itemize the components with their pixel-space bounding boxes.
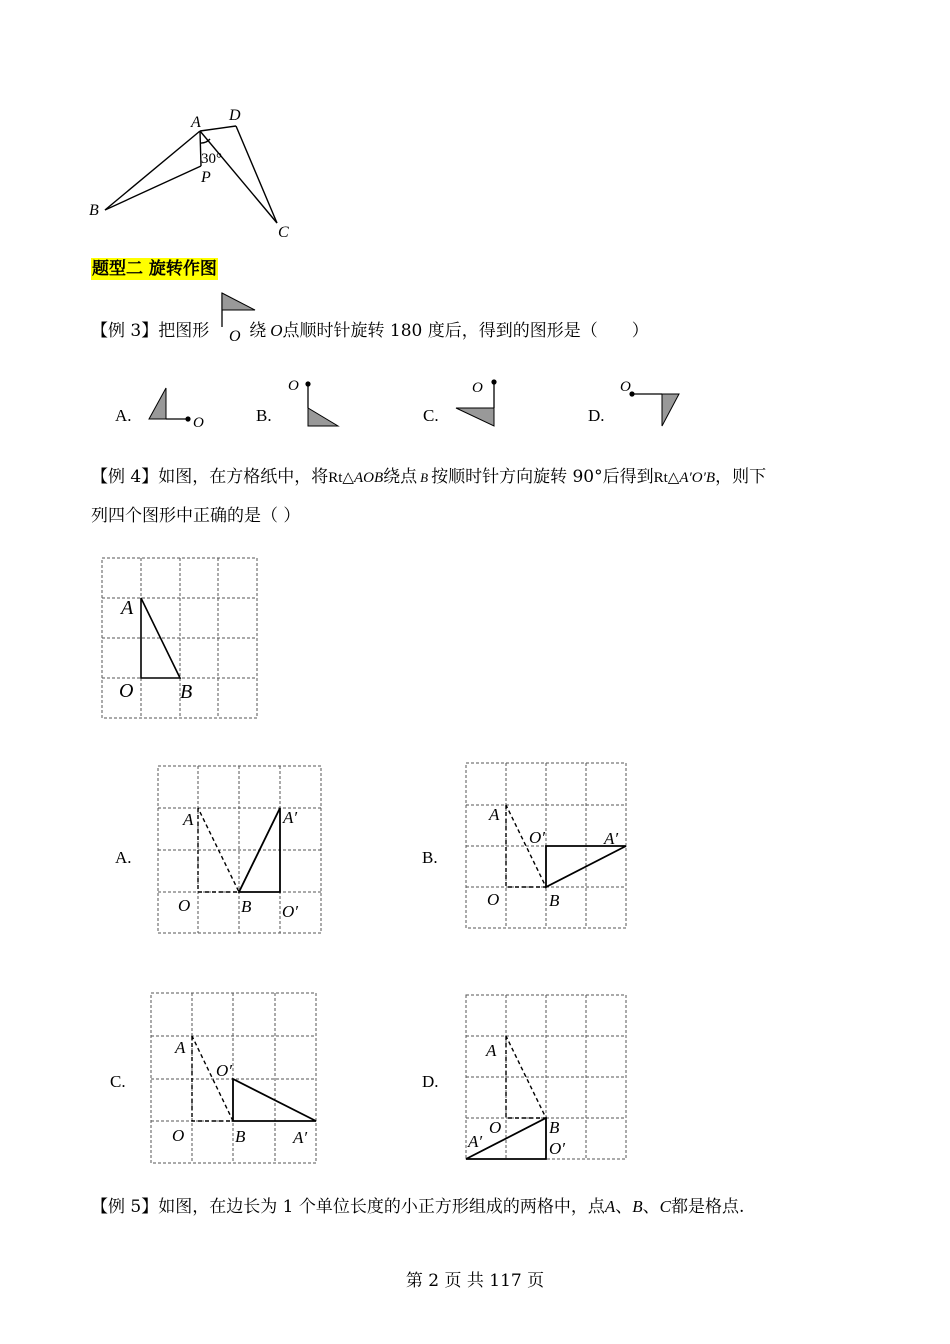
ex4-option-a-letter: A. <box>115 848 132 867</box>
main-label-a: A <box>121 597 134 619</box>
angle-arc <box>201 139 211 143</box>
opt-a-label-a-prime: A′ <box>283 808 298 827</box>
ex4-point-b: B <box>420 470 429 485</box>
ex4-rt2: Rt△ <box>653 470 680 486</box>
opt-b-label-a: A <box>489 805 500 824</box>
opt-c-label-o-prime: O′ <box>216 1061 232 1080</box>
opt-b-label-a-prime: A′ <box>604 829 619 848</box>
ex4-option-d-grid <box>0 985 950 1185</box>
ex3-option-b-figure <box>288 378 338 426</box>
opt-d-label-a-prime: A′ <box>468 1132 483 1151</box>
example4-line2: 列四个图形中正确的是（ ） <box>91 506 301 526</box>
angle-label: 30° <box>201 151 222 167</box>
geometry-figure-top <box>0 0 950 250</box>
ex5-sep-2: 、 <box>642 1197 660 1217</box>
ex5-text-1: 【例 5】如图，在边长为 1 个单位长度的小正方形组成的两格中，点 <box>91 1197 605 1217</box>
example4-main-grid <box>0 550 950 750</box>
ex5-point-c: C <box>659 1197 671 1216</box>
ex4-text-2: 绕点 <box>383 467 418 487</box>
inline-flag-label: O <box>229 328 241 345</box>
label-d: D <box>229 107 241 124</box>
ex4-tri1: AOB <box>353 470 384 486</box>
example3-inline-flag <box>0 290 950 350</box>
ex3-d-label: O <box>620 379 631 395</box>
segment-ad <box>200 126 236 131</box>
ex3-option-c-figure <box>456 379 497 426</box>
example3-options-figures <box>0 370 950 450</box>
ex5-text-2: 都是格点. <box>670 1197 745 1217</box>
ex5-point-a: A <box>604 1197 616 1216</box>
main-label-o: O <box>119 680 134 702</box>
example3-prefix: 【例 3】把图形 <box>91 321 210 341</box>
ex5-point-b: B <box>632 1197 643 1216</box>
label-a: A <box>191 114 201 131</box>
opt-a-label-o: O <box>178 896 191 915</box>
opt-c-label-a-prime: A′ <box>293 1128 308 1147</box>
ex4-tri2: A′O′B <box>679 470 716 486</box>
example3-point-o: O <box>270 321 283 340</box>
opt-d-label-b: B <box>549 1118 560 1137</box>
opt-b-label-o: O <box>487 890 500 909</box>
opt-d-label-o-prime: O′ <box>549 1139 565 1158</box>
label-b: B <box>89 202 99 219</box>
opt-c-label-b: B <box>235 1127 246 1146</box>
ex3-c-label: O <box>472 380 483 396</box>
example3-rotate-word: 绕 <box>249 321 267 341</box>
opt-d-label-o: O <box>489 1118 502 1137</box>
ex4-text-3: 按顺时针方向旋转 90°后得到 <box>431 467 654 487</box>
ex5-sep-1: 、 <box>615 1197 633 1217</box>
opt-a-label-b: B <box>241 897 252 916</box>
example5-line <box>91 1196 744 1218</box>
example3-suffix: 点顺时针旋转 180 度后，得到的图形是（ ） <box>282 321 649 341</box>
ex3-option-a-figure <box>149 388 204 431</box>
ex3-option-c-letter: C. <box>423 406 439 425</box>
opt-d-label-a: A <box>486 1041 497 1060</box>
segment-bp <box>105 166 201 210</box>
ex3-option-a-letter: A. <box>115 406 132 425</box>
ex4-option-b-letter: B. <box>422 848 438 867</box>
ex3-option-b-letter: B. <box>256 406 272 425</box>
label-p: P <box>201 169 211 186</box>
opt-c-label-a: A <box>175 1038 186 1057</box>
ex4-rt1: Rt△ <box>328 470 354 486</box>
ex3-option-d-letter: D. <box>588 406 605 425</box>
label-c: C <box>278 224 289 241</box>
opt-b-label-b: B <box>549 891 560 910</box>
example4-line1 <box>91 466 766 489</box>
ex3-option-d-figure <box>620 379 679 426</box>
main-label-b: B <box>180 681 193 703</box>
ex4-option-b-grid <box>0 755 950 955</box>
page-footer: 第 2 页 共 117 页 <box>405 1271 545 1291</box>
ex4-text-4: ，则下 <box>715 467 767 487</box>
segment-dc <box>236 126 277 223</box>
ex4-text-1: 【例 4】如图，在方格纸中，将 <box>91 467 329 487</box>
opt-b-label-o-prime: O′ <box>529 828 545 847</box>
ex3-a-label: O <box>193 415 204 431</box>
ex3-b-label: O <box>288 378 299 394</box>
segment-ac <box>200 131 277 223</box>
opt-a-label-a: A <box>183 810 194 829</box>
opt-c-label-o: O <box>172 1126 185 1145</box>
ex4-option-d-letter: D. <box>422 1072 439 1091</box>
section-heading: 题型二 旋转作图 <box>92 259 217 279</box>
ex4-option-c-letter: C. <box>110 1072 126 1091</box>
segment-ab <box>105 131 200 210</box>
opt-a-label-o-prime: O′ <box>282 902 298 921</box>
